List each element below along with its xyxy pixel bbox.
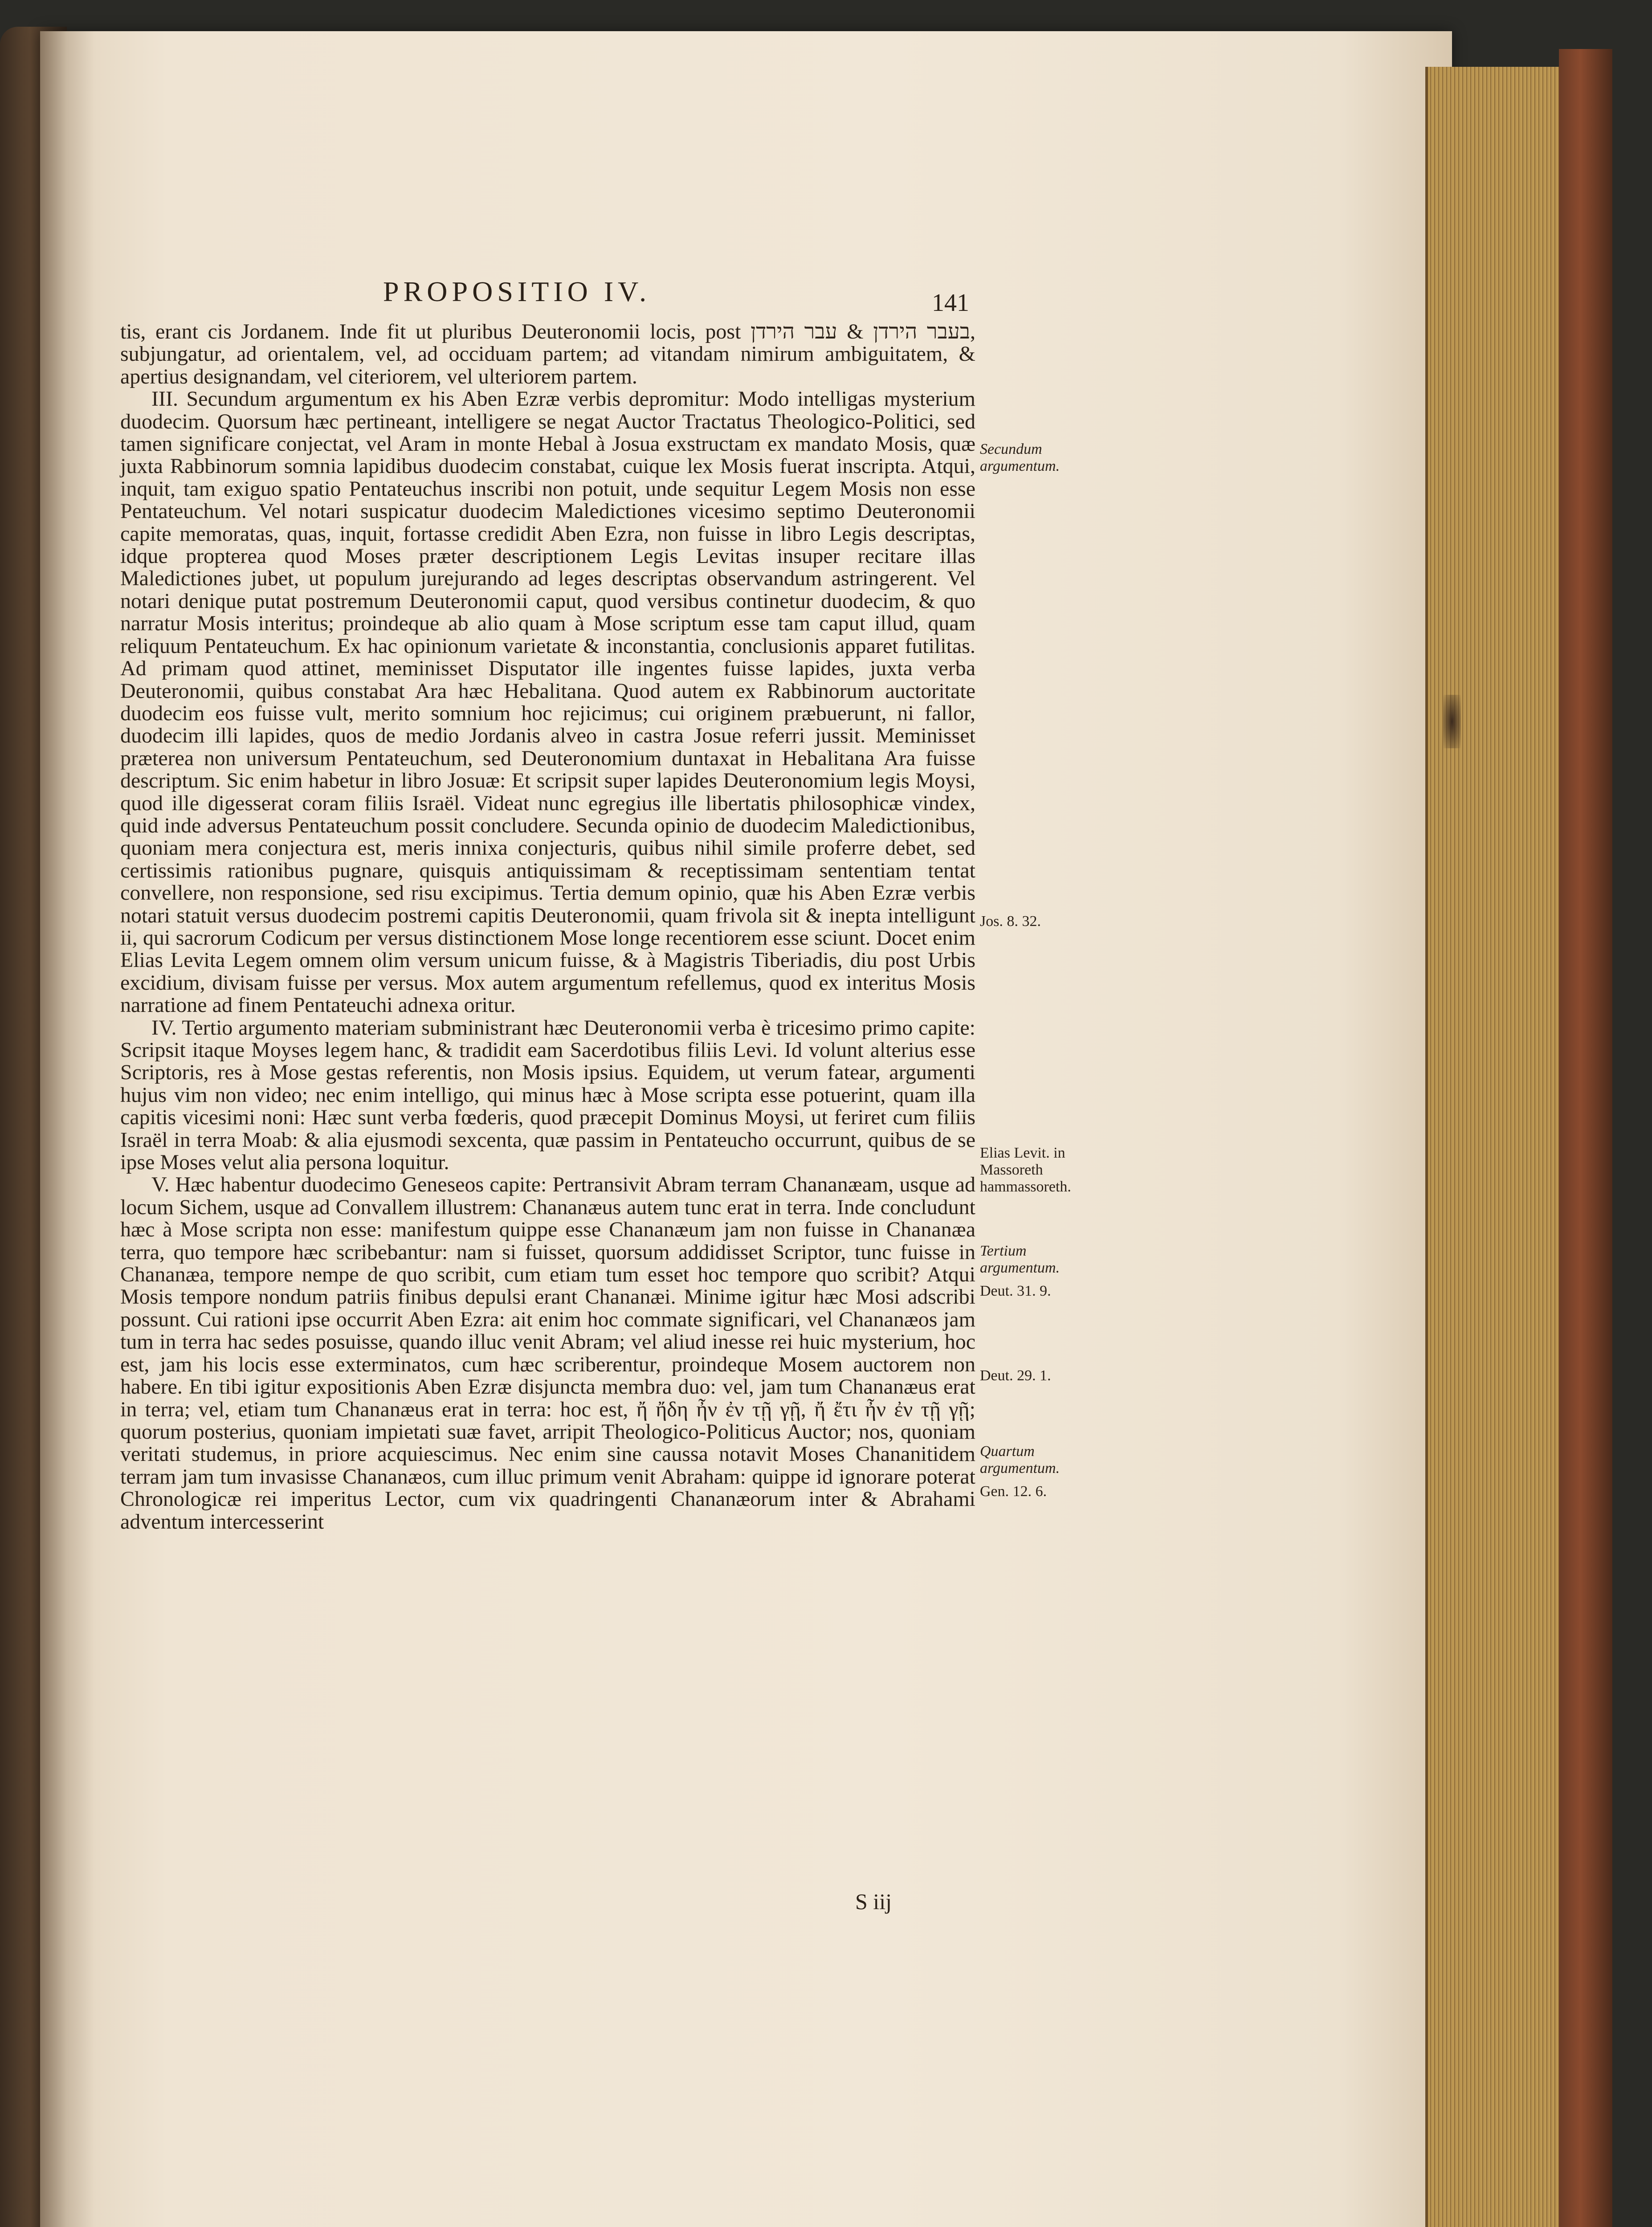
margin-note-quartum: Quartum argumentum. — [980, 1443, 1060, 1477]
margin-note-jos: Jos. 8. 32. — [980, 913, 1041, 930]
paragraph-v: V. Hæc habentur duodecimo Geneseos capite: Pertransivit Abram terram Chananæam, usque ad locum Sichem, usque ad Convallem illustrem: Chananæus autem tunc erat in terra. Inde concludunt hæc à Mose scripta non esse: manifestum quippe esse Chananæum jam non fuisse in Chananæa terra, quo tempore hæc scribebantur: nam si fuisset, quorsum addidisset Scriptor, tunc fuisse in Chananæa, tempore nempe de quo scribit, cum etiam tum esset hoc tempore quo scribit? Atqui Mosis tempore nondum patriis finibus depulsi erant Chananæi. Minime igitur hæc Mosi adscribi possunt. Cui rationi ipse occurrit Aben Ezra: ait enim hoc commate significari, vel Chananæos jam tum in terra hac sedes posuisse, quando illuc venit Abram; vel aliud inesse rei huic mysterium, hoc est, jam his locis esse exterminatos, cum hæc scriberentur, proindeque Mosem auctorem non habere. En tibi igitur expositionis Aben Ezræ disjuncta membra duo: vel, jam tum Chananæus erat in terra; vel, etiam tum Chananæus erat in terra: hoc est, ἤ ἤδη ἦν ἐν τῇ γῇ, ἤ ἔτι ἦν ἐν τῇ γῇ; quorum posterius, quoniam impietati suæ favet, arripit Theologico-Politicus Auctor; nos, quoniam veritati studemus, in priore acquiescimus. Nec enim sine caussa notavit Moses Chananitidem terram jam tum invasisse Chananæos, cum illuc primum venit Abraham: quippe id ignorare poterat Chronologicæ rei imperitus Lector, cum vix quadringenti Chananæorum inter & Abrahami adventum intercesserint — [120, 1173, 975, 1534]
margin-note-tertium: Tertium argumentum. — [980, 1243, 1060, 1276]
page-stain — [1443, 695, 1461, 748]
signature-mark: S iij — [855, 1889, 892, 1914]
margin-note-deut31: Deut. 31. 9. — [980, 1283, 1051, 1299]
margin-note-elias: Elias Levit. in Massoreth hammassoreth. — [980, 1145, 1071, 1195]
margin-note-secundum: Secundum argumentum. — [980, 441, 1060, 474]
page-number: 141 — [932, 289, 969, 317]
book-cover-right — [1559, 49, 1612, 2227]
page-gutter-shadow — [40, 31, 94, 2227]
margin-note-deut29: Deut. 29. 1. — [980, 1367, 1051, 1384]
page-edges — [1425, 67, 1570, 2227]
paragraph-iii: III. Secundum argumentum ex his Aben Ezræ verbis depromitur: Modo intelligas mysterium duodecim. Quorsum hæc pertineant, intelligere se negat Auctor Tractatus Theologico-Politici, sed tamen significare conjectat, vel Aram in monte Hebal à Josua exstructam ex mandato Mosis, quæ juxta Rabbinorum somnia lapidibus duodecim constabat, cuique lex Mosis fuerat inscripta. Atqui, inquit, tam exiguo spatio Pentateuchus inscribi non potuit, unde sequitur Legem Mosis non esse Pentateuchum. Vel notari suspicatur duodecim Maledictiones vicesimo septimo Deuteronomii capite memoratas, quas, inquit, fortasse credidit Aben Ezra, non fuisse in libro Legis descriptas, idque propterea quod Moses præter descriptionem Legis Levitas insuper recitare illas Maledictiones jubet, ut populum jurejurando ad leges descriptas observandum astringerent. Vel notari denique putat postremum Deuteronomii caput, quod versibus continetur duodecim, & quo narratur Mosis interitus; proindeque ab alio quam à Mose scriptum esse tam caput illud, quam reliquum Pentateuchum. Ex hac opinionum varietate & inconstantia, conclusionis apparet futilitas. Ad primam quod attinet, meminisset Disputator ille ingentes fuisse lapides, juxta verba Deuteronomii, quibus constabat Ara hæc Hebalitana. Quod autem ex Rabbinorum auctoritate duodecim eos fuisse vult, merito somnium hoc rejicimus; cui originem præbuerunt, ni fallor, duodecim illi lapides, quos de medio Jordanis alveo in castra Josue referri jussit. Meminisset præterea non universum Pentateuchum, sed Deuteronomium duntaxat in Hebalitana Ara fuisse descriptum. Sic enim habetur in libro Josuæ: Et scripsit super lapides Deuteronomium legis Moysi, quod ille digesserat coram filiis Israël. Videat nunc egregius ille libertatis philosophicæ vindex, quid inde adversus Pentateuchum possit concludere. Secunda opinio de duodecim Maledictionibus, quoniam mera conjectura est, meris innixa conjecturis, quibus nihil simile proferre debet, sed certissimis rationibus pugnare, quisquis antiquissimam & receptissimam sententiam tentat convellere, non responsione, sed risu excipimus. Tertia demum opinio, quæ his Aben Ezræ verbis notari statuit versus duodecim postremi capitis Deuteronomii, quam frivola sit & inepta intelligunt ii, qui sacrorum Codicum per versus distinctionem Mose longe recentiorem esse sciunt. Docet enim Elias Levita Legem omnem olim versum unicum fuisse, & à Magistris Tiberiadis, diu post Urbis excidium, divisam fuisse per versus. Mox autem argumentum refellemus, quod ex interitus Mosis narratione ad finem Pentateuchi adnexa oritur. — [120, 387, 975, 1017]
paragraph-continuation: tis, erant cis Jordanem. Inde fit ut pluribus Deuteronomii locis, post בעבר הירדן & עבר הירדן, subjungatur, ad orientalem, vel, ad occiduam partem; ad vitandam nimirum ambiguitatem, & apertius designandam, vel citeriorem, vel ulteriorem partem. — [120, 320, 975, 388]
running-header: PROPOSITIO IV. — [383, 276, 651, 307]
paragraph-iv: IV. Tertio argumento materiam subministrant hæc Deuteronomii verba è tricesimo primo capite: Scripsit itaque Moyses legem hanc, & tradidit eam Sacerdotibus filiis Levi. Id volunt alterius esse Scriptoris, res à Mose gestas referentis, non Mosis ipsius. Equidem, ut verum fatear, argumenti hujus vim non video; nec enim intelligo, qui minus hæc à Mose scripta esse potuerint, quam illa capitis vicesimi noni: Hæc sunt verba fœderis, quod præcepit Dominus Moysi, ut feriret cum filiis Israël in terra Moab: & alia ejusmodi sexcenta, quæ passim in Pentateucho occurrunt, quibus de se ipse Moses velut alia persona loquitur. — [120, 1016, 975, 1175]
margin-note-gen: Gen. 12. 6. — [980, 1483, 1047, 1500]
main-text — [120, 321, 975, 1533]
